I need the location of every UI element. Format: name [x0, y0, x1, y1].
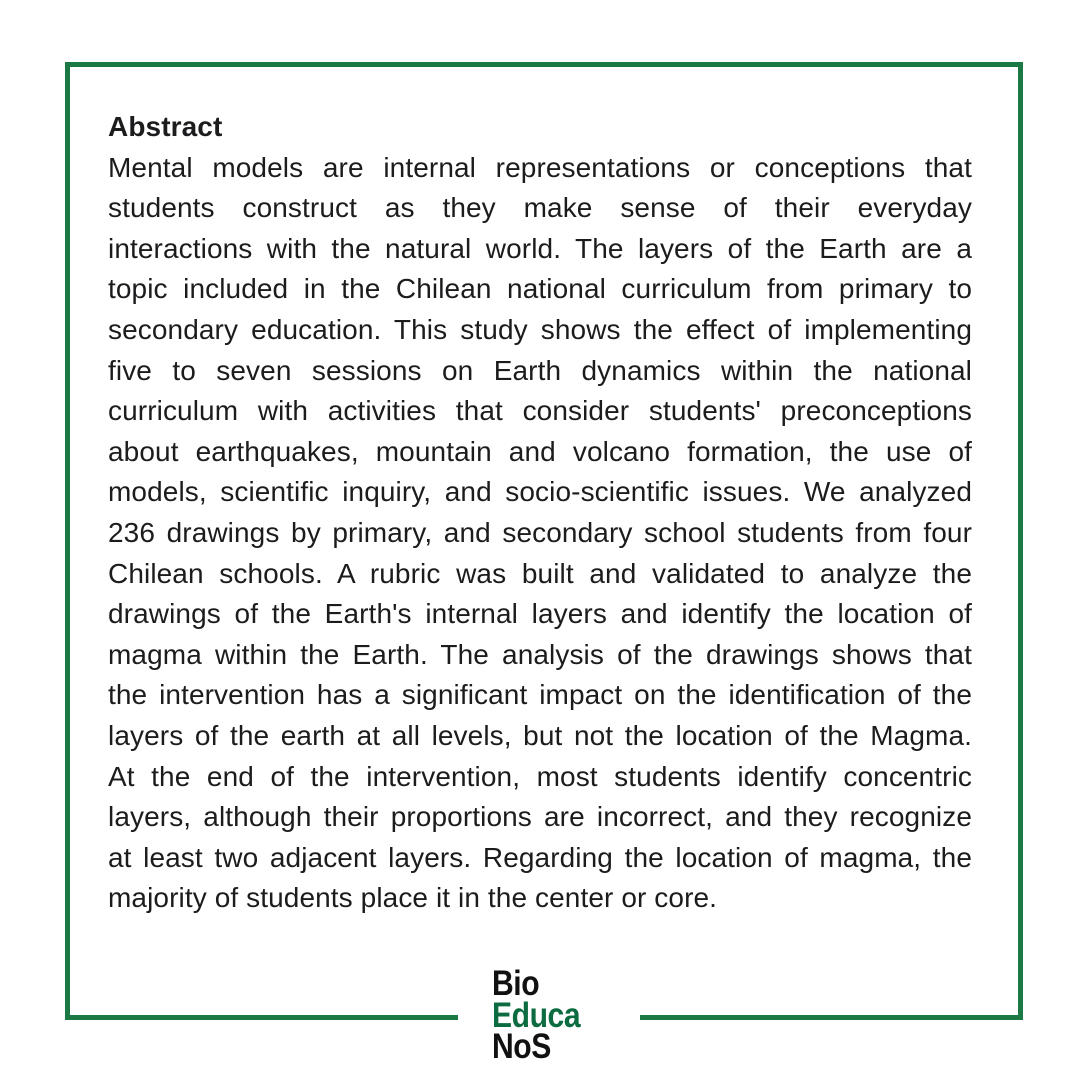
logo-nos: NoS	[492, 1027, 551, 1066]
abstract-line: secondary education. This study shows the effect of implementing	[108, 313, 972, 345]
abstract-line: At the end of the intervention, most students identify concentric	[108, 760, 972, 792]
abstract-line: students construct as they make sense of their everyday	[108, 192, 972, 224]
abstract-line: curriculum with activities that consider students' preconceptions	[108, 395, 972, 427]
abstract-line: at least two adjacent layers. Regarding the location of magma, the	[108, 841, 972, 873]
abstract-line: Mental models are internal representations or conceptions that	[108, 151, 972, 183]
abstract-line: drawings of the Earth's internal layers and identify the location of	[108, 598, 972, 630]
abstract-line: interactions with the natural world. The layers of the Earth are a	[108, 232, 972, 264]
abstract-line: 236 drawings by primary, and secondary school students from four	[108, 516, 972, 548]
abstract-line: the intervention has a significant impact on the identification of the	[108, 679, 972, 711]
abstract-line: majority of students place it in the center or core.	[108, 882, 718, 914]
abstract-line: topic included in the Chilean national curriculum from primary to	[108, 273, 972, 305]
abstract-line: magma within the Earth. The analysis of the drawings shows that	[108, 638, 972, 670]
abstract-line: five to seven sessions on Earth dynamics within the national	[108, 354, 972, 386]
abstract-line: models, scientific inquiry, and socio-scientific issues. We analyzed	[108, 476, 972, 508]
abstract-text-block	[108, 107, 972, 919]
abstract-line: Chilean schools. A rubric was built and validated to analyze the	[108, 557, 972, 589]
logo-bio: Bio	[492, 964, 540, 1003]
logo-educa: Educa	[492, 995, 581, 1035]
abstract-line: layers, although their proportions are incorrect, and they recognize	[108, 801, 972, 833]
abstract-title: Abstract	[108, 111, 223, 142]
abstract-line: about earthquakes, mountain and volcano formation, the use of	[108, 435, 972, 467]
bioeducanos-logo	[492, 964, 595, 1066]
abstract-line: layers of the earth at all levels, but not the location of the Magma.	[108, 719, 972, 751]
